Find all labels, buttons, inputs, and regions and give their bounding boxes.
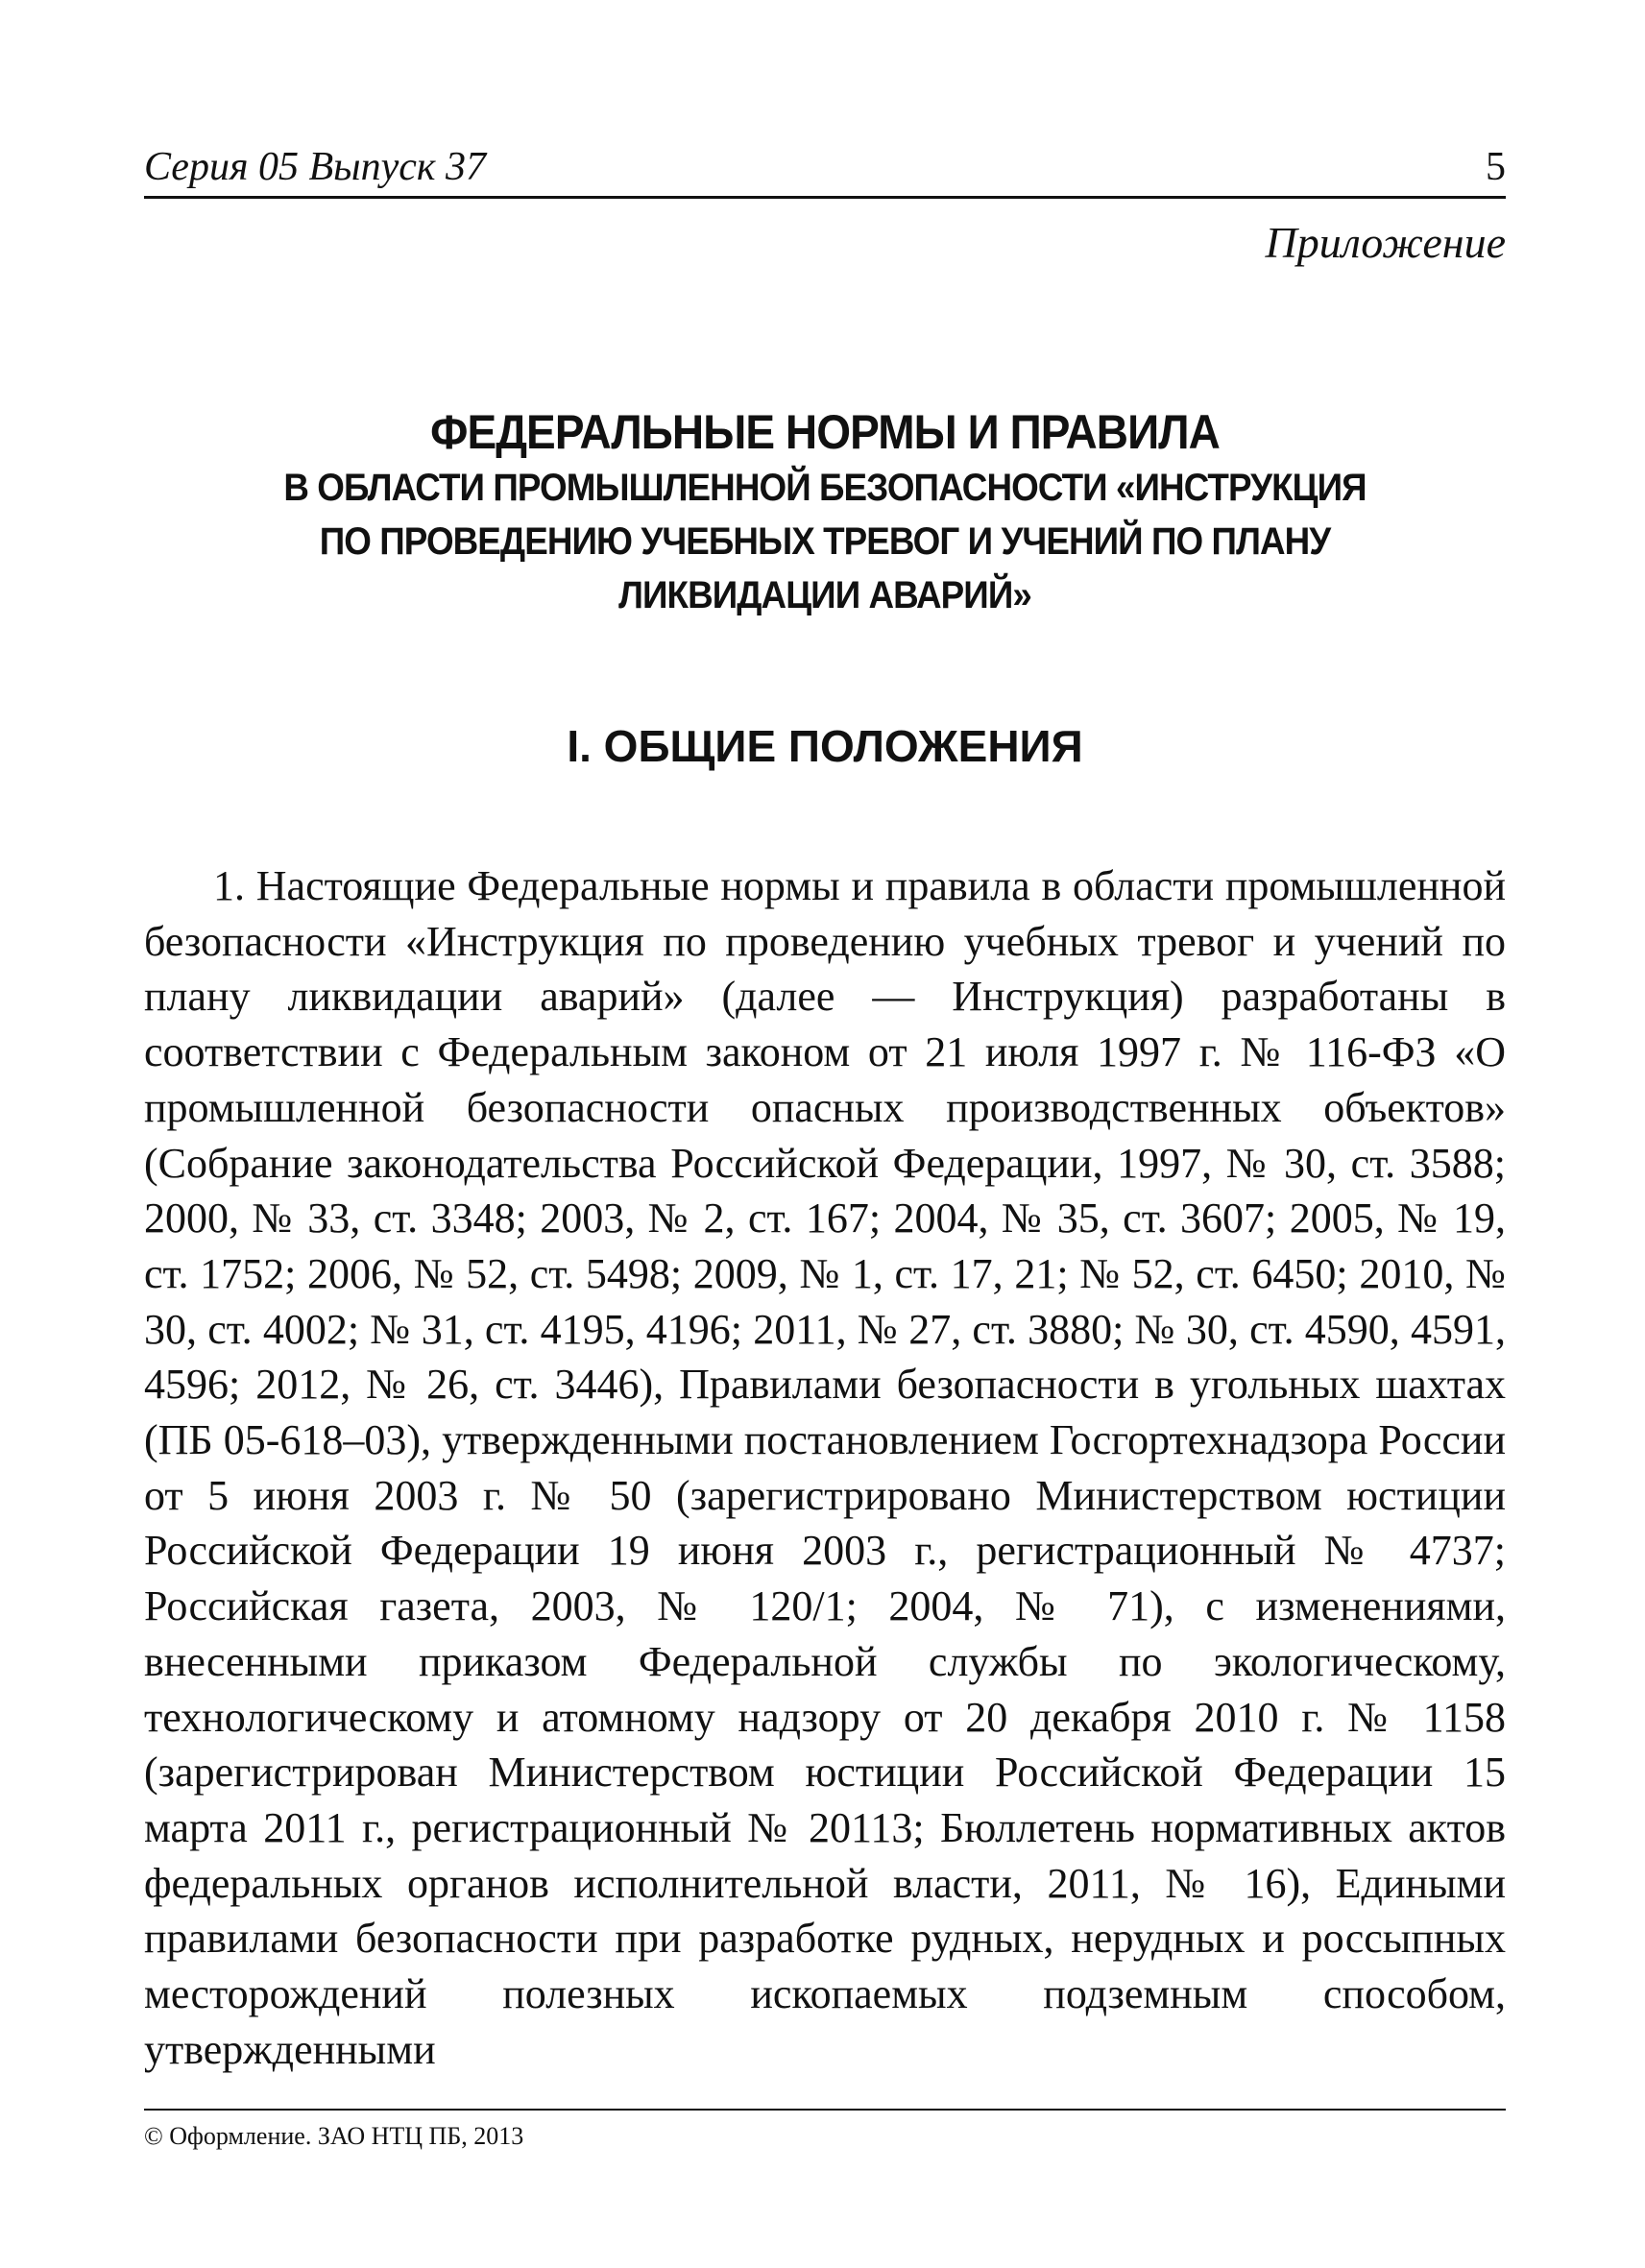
paragraph-1: 1. Настоящие Федеральные нормы и правила в области промышленной безопасности «Инструкция по проведению учебных тревог и учений по плану ликвидации аварий» (далее — Инструкция) разработаны в соответствии с Федеральным законом от 21 июля 1997 г. № 116-ФЗ «О промышленной безопасности опасных производственных объектов» (Собрание законодательства Российской Федерации, 1997, № 30, ст. 3588; 2000, № 33, ст. 3348; 2003, № 2, ст. 167; 2004, № 35, ст. 3607; 2005, № 19, ст. 1752; 2006, № 52, ст. 5498; 2009, № 1, ст. 17, 21; № 52, ст. 6450; 2010, № 30, ст. 4002; № 31, ст. 4195, 4196; 2011, № 27, ст. 3880; № 30, ст. 4590, 4591, 4596; 2012, № 26, ст. 3446), Правилами безопасности в угольных шахтах (ПБ 05-618–03), утвержденными постановлением Госгортехнадзора России от 5 июня 2003 г. № 50 (зарегистрировано Министерством юстиции Российской Федерации 19 июня 2003 г., регистрационный № 4737; Российская газета, 2003, № 120/1; 2004, № 71), с изменениями, внесенными приказом Федеральной службы по экологическому, технологическому и атомному надзору от 20 декабря 2010 г. № 1158 (зарегистрирован Министерством юстиции Российской Федерации 15 марта 2011 г., регистрационный № 20113; Бюллетень нормативных актов федеральных органов исполнительной власти, 2011, № 16), Едиными правилами безопасности при разработке рудных, нерудных и россыпных месторождений полезных ископаемых подземным способом, утвержденными bbox=[144, 862, 1506, 2073]
document-title bbox=[144, 403, 1506, 622]
section-heading: I. ОБЩИЕ ПОЛОЖЕНИЯ bbox=[567, 721, 1083, 771]
page-number: 5 bbox=[1486, 145, 1506, 189]
title-line-1: ФЕДЕРАЛЬНЫЕ НОРМЫ И ПРАВИЛА bbox=[430, 405, 1220, 459]
title-line-2: В ОБЛАСТИ ПРОМЫШЛЕННОЙ БЕЗОПАСНОСТИ «ИНСТРУКЦИЯ bbox=[283, 467, 1367, 509]
running-header bbox=[144, 144, 1506, 202]
footer-divider bbox=[144, 2109, 1506, 2111]
series-label: Серия 05 Выпуск 37 bbox=[144, 145, 486, 189]
appendix-label: Приложение bbox=[1265, 218, 1506, 267]
header-divider bbox=[144, 196, 1506, 199]
title-line-3: ПО ПРОВЕДЕНИЮ УЧЕБНЫХ ТРЕВОГ И УЧЕНИЙ ПО ПЛАНУ bbox=[319, 520, 1331, 563]
title-line-4: ЛИКВИДАЦИИ АВАРИЙ» bbox=[618, 574, 1031, 616]
copyright-footer: © Оформление. ЗАО НТЦ ПБ, 2013 bbox=[144, 2122, 524, 2150]
